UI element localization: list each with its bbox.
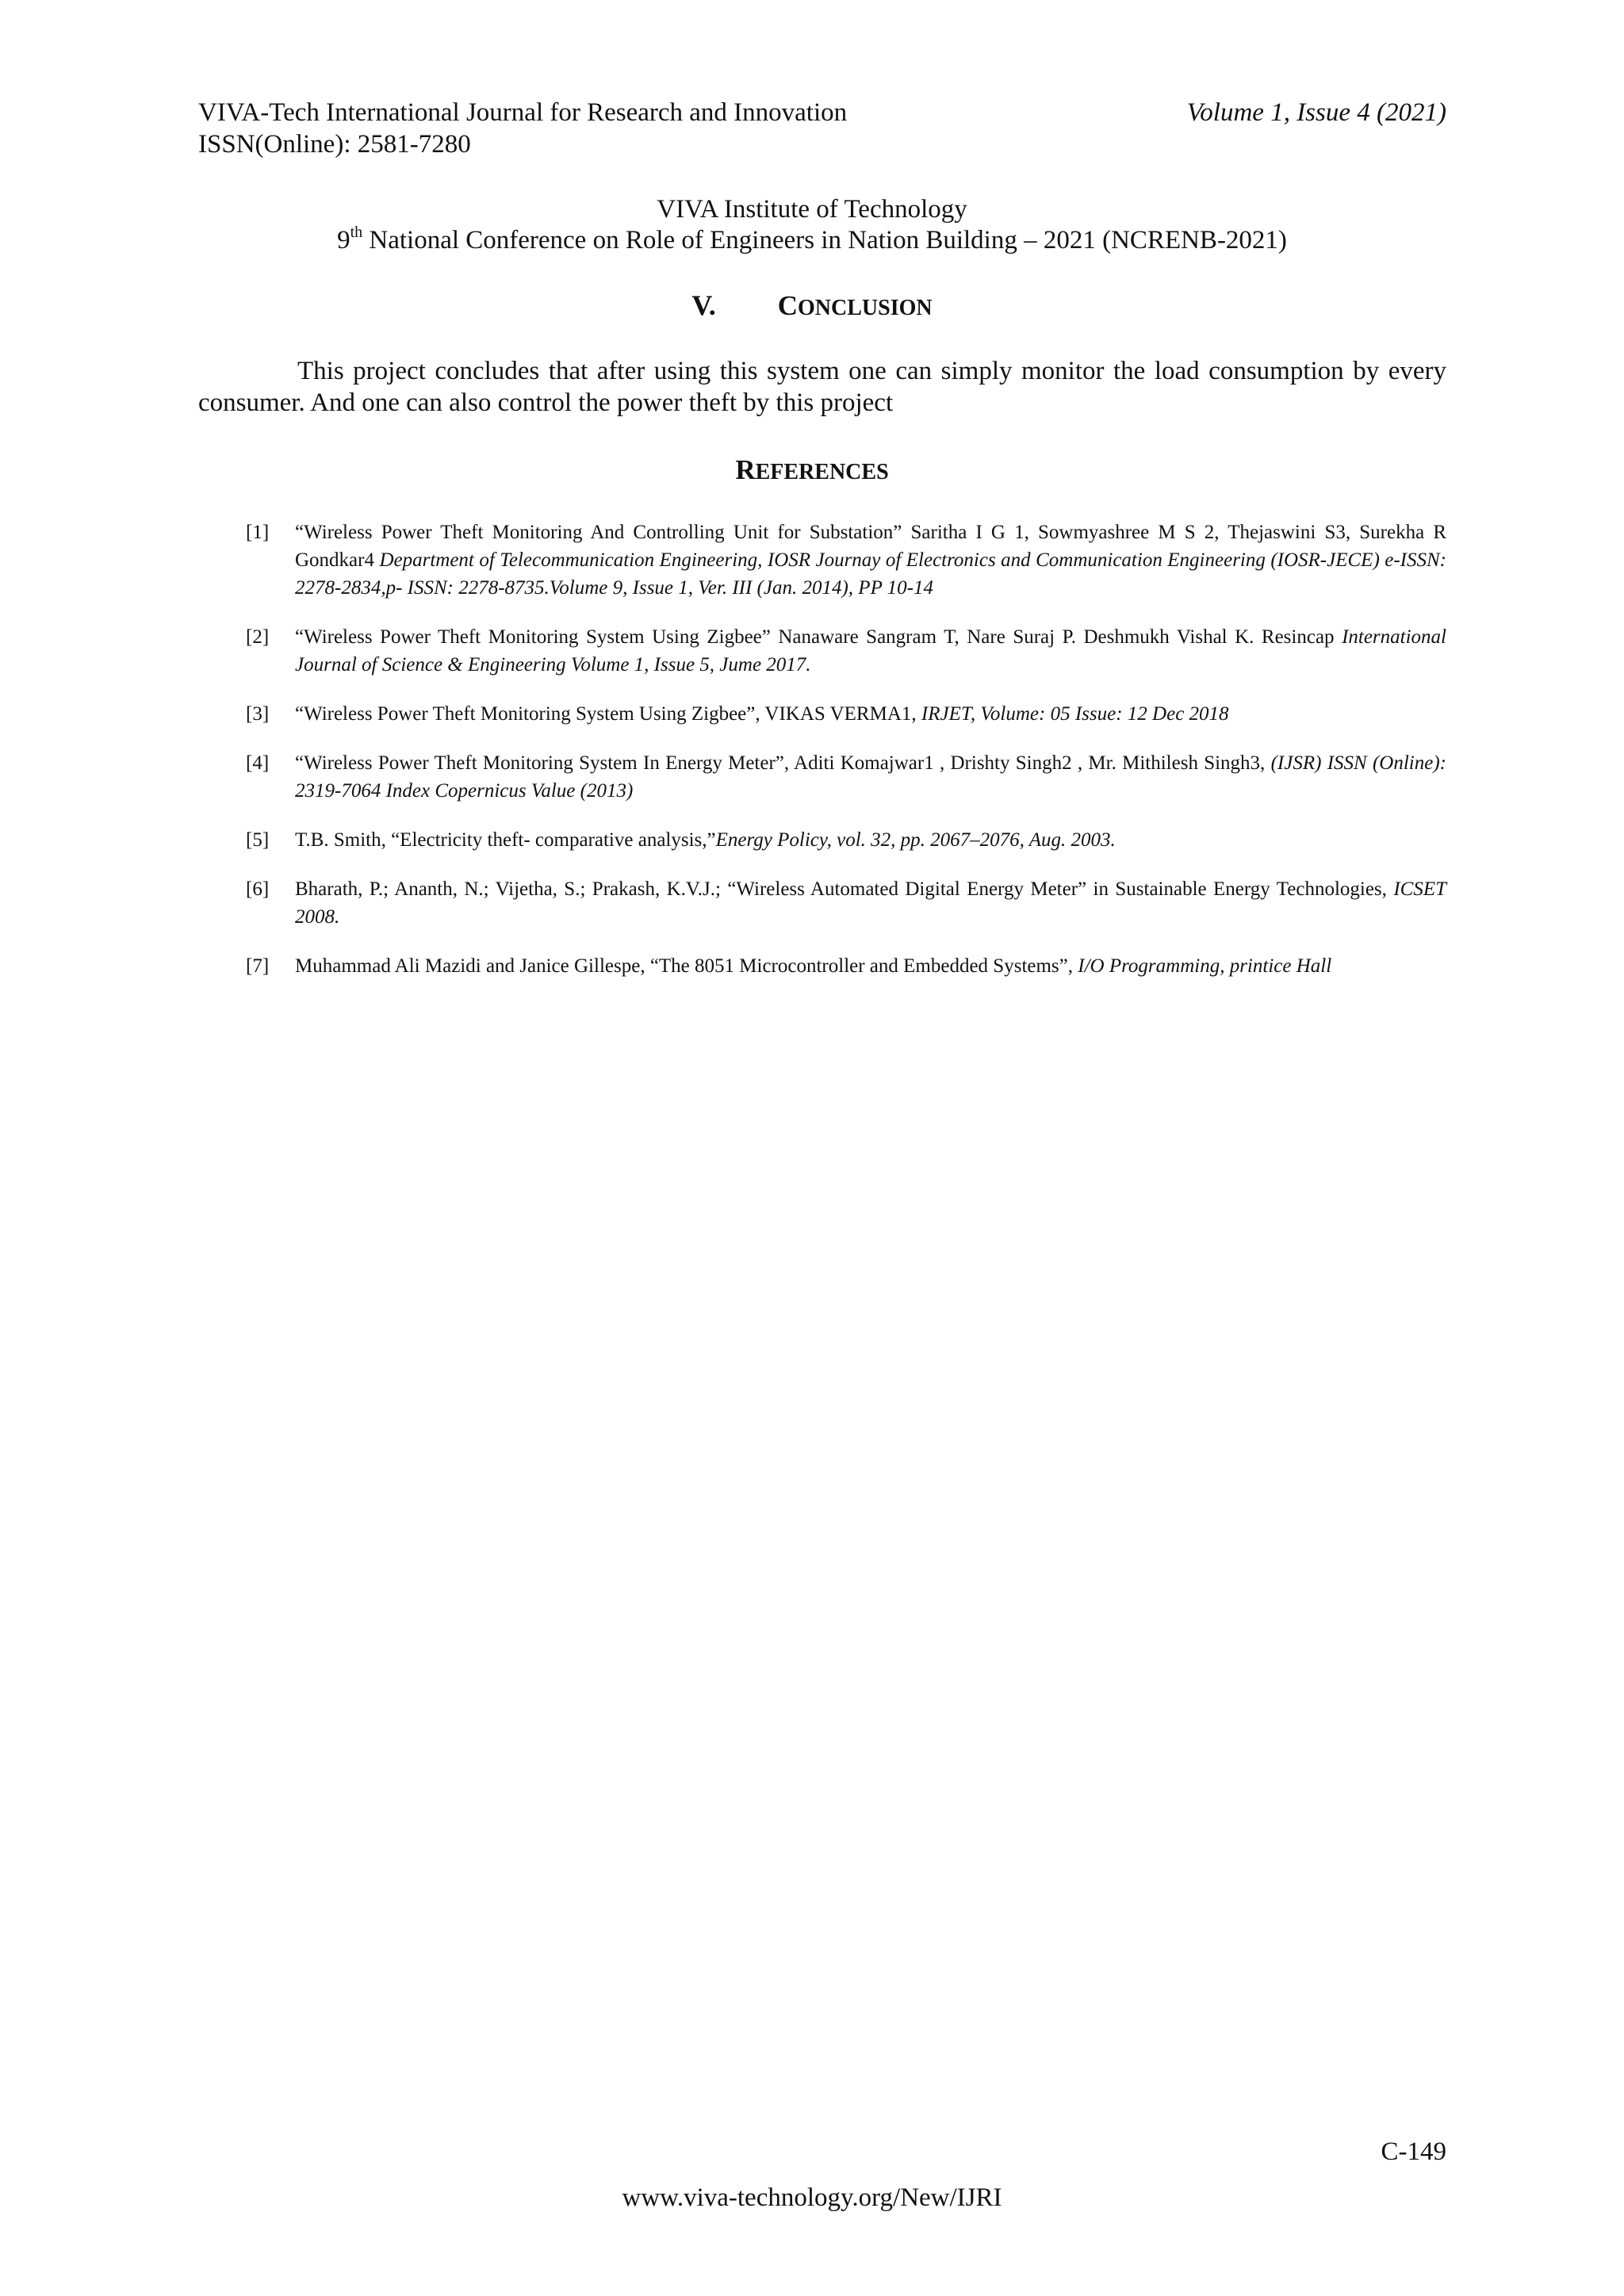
references-heading-rest: EFERENCES	[755, 460, 889, 484]
conclusion-text: This project concludes that after using this system one can simply monitor the load consumption by every consumer. And one can also control the power theft by this project	[198, 357, 1446, 417]
references-list	[246, 519, 1446, 1001]
reference-venue: IRJET, Volume: 05 Issue: 12 Dec 2018	[921, 703, 1229, 725]
reference-item	[246, 519, 1446, 602]
reference-number: [7]	[246, 955, 270, 977]
reference-number: [4]	[246, 752, 270, 774]
reference-text: “Wireless Power Theft Monitoring And Controlling Unit for Substation” Saritha I G 1, Sowmyashree M S 2, Thejaswini S3, Surekha R Gondkar4	[295, 522, 1446, 571]
conclusion-heading-initial: C	[777, 290, 799, 321]
reference-text: Bharath, P.; Ananth, N.; Vijetha, S.; Prakash, K.V.J.; “Wireless Automated Digital Energy Meter” in Sustainable Energy Technologies,	[295, 878, 1394, 900]
conference-name	[0, 224, 1624, 256]
section-numeral: V.	[691, 289, 716, 321]
references-heading	[0, 454, 1624, 486]
reference-item	[246, 700, 1446, 728]
reference-item	[246, 826, 1446, 854]
reference-venue: ICSET 2008.	[295, 878, 1446, 928]
reference-text: Muhammad Ali Mazidi and Janice Gillespe, “The 8051 Microcontroller and Embedded Systems”,	[295, 955, 1078, 977]
page-number: C-149	[1381, 2137, 1446, 2166]
journal-title: VIVA-Tech International Journal for Research and Innovation	[198, 98, 848, 127]
references-heading-initial: R	[735, 454, 756, 485]
reference-number: [2]	[246, 626, 270, 648]
reference-venue: (IJSR) ISSN (Online): 2319-7064 Index Copernicus Value (2013)	[295, 752, 1446, 802]
reference-item	[246, 952, 1446, 980]
reference-item	[246, 875, 1446, 931]
reference-item	[246, 749, 1446, 805]
reference-text: “Wireless Power Theft Monitoring System Using Zigbee” Nanaware Sangram T, Nare Suraj P. Deshmukh Vishal K. Resincap	[295, 626, 1342, 648]
conference-ordinal-suffix: th	[350, 224, 363, 241]
reference-number: [6]	[246, 878, 270, 900]
volume-issue: Volume 1, Issue 4 (2021)	[1186, 98, 1446, 127]
footer-url[interactable]: www.viva-technology.org/New/IJRI	[622, 2183, 1002, 2212]
journal-issn: ISSN(Online): 2581-7280	[198, 130, 471, 159]
conclusion-heading-rest: ONCLUSION	[798, 296, 933, 320]
reference-text: “Wireless Power Theft Monitoring System Using Zigbee”, VIKAS VERMA1,	[295, 703, 921, 725]
reference-venue: Energy Policy, vol. 32, pp. 2067–2076, Aug. 2003.	[715, 829, 1116, 851]
conclusion-paragraph	[198, 355, 1446, 419]
reference-number: [1]	[246, 522, 270, 543]
institute-name: VIVA Institute of Technology	[657, 195, 967, 224]
reference-number: [3]	[246, 703, 270, 725]
reference-item	[246, 623, 1446, 679]
reference-venue: Department of Telecommunication Engineering, IOSR Journay of Electronics and Communication Engineering (IOSR-JECE) e-ISSN: 2278-2834,p- ISSN: 2278-8735.Volume 9, Issue 1, Ver. III (Jan. 2014), PP 10-14	[295, 549, 1446, 599]
reference-number: [5]	[246, 829, 270, 851]
conference-ordinal: 9	[337, 226, 350, 254]
conclusion-heading	[0, 289, 1624, 322]
conference-title: National Conference on Role of Engineers in Nation Building – 2021 (NCRENB-2021)	[369, 226, 1287, 254]
reference-text: “Wireless Power Theft Monitoring System In Energy Meter”, Aditi Komajwar1 , Drishty Singh2 , Mr. Mithilesh Singh3,	[295, 752, 1271, 774]
reference-venue: I/O Programming, printice Hall	[1078, 955, 1332, 977]
reference-text: T.B. Smith, “Electricity theft- comparative analysis,”	[295, 829, 716, 851]
reference-venue: International Journal of Science & Engineering Volume 1, Issue 5, Jume 2017.	[295, 626, 1446, 675]
